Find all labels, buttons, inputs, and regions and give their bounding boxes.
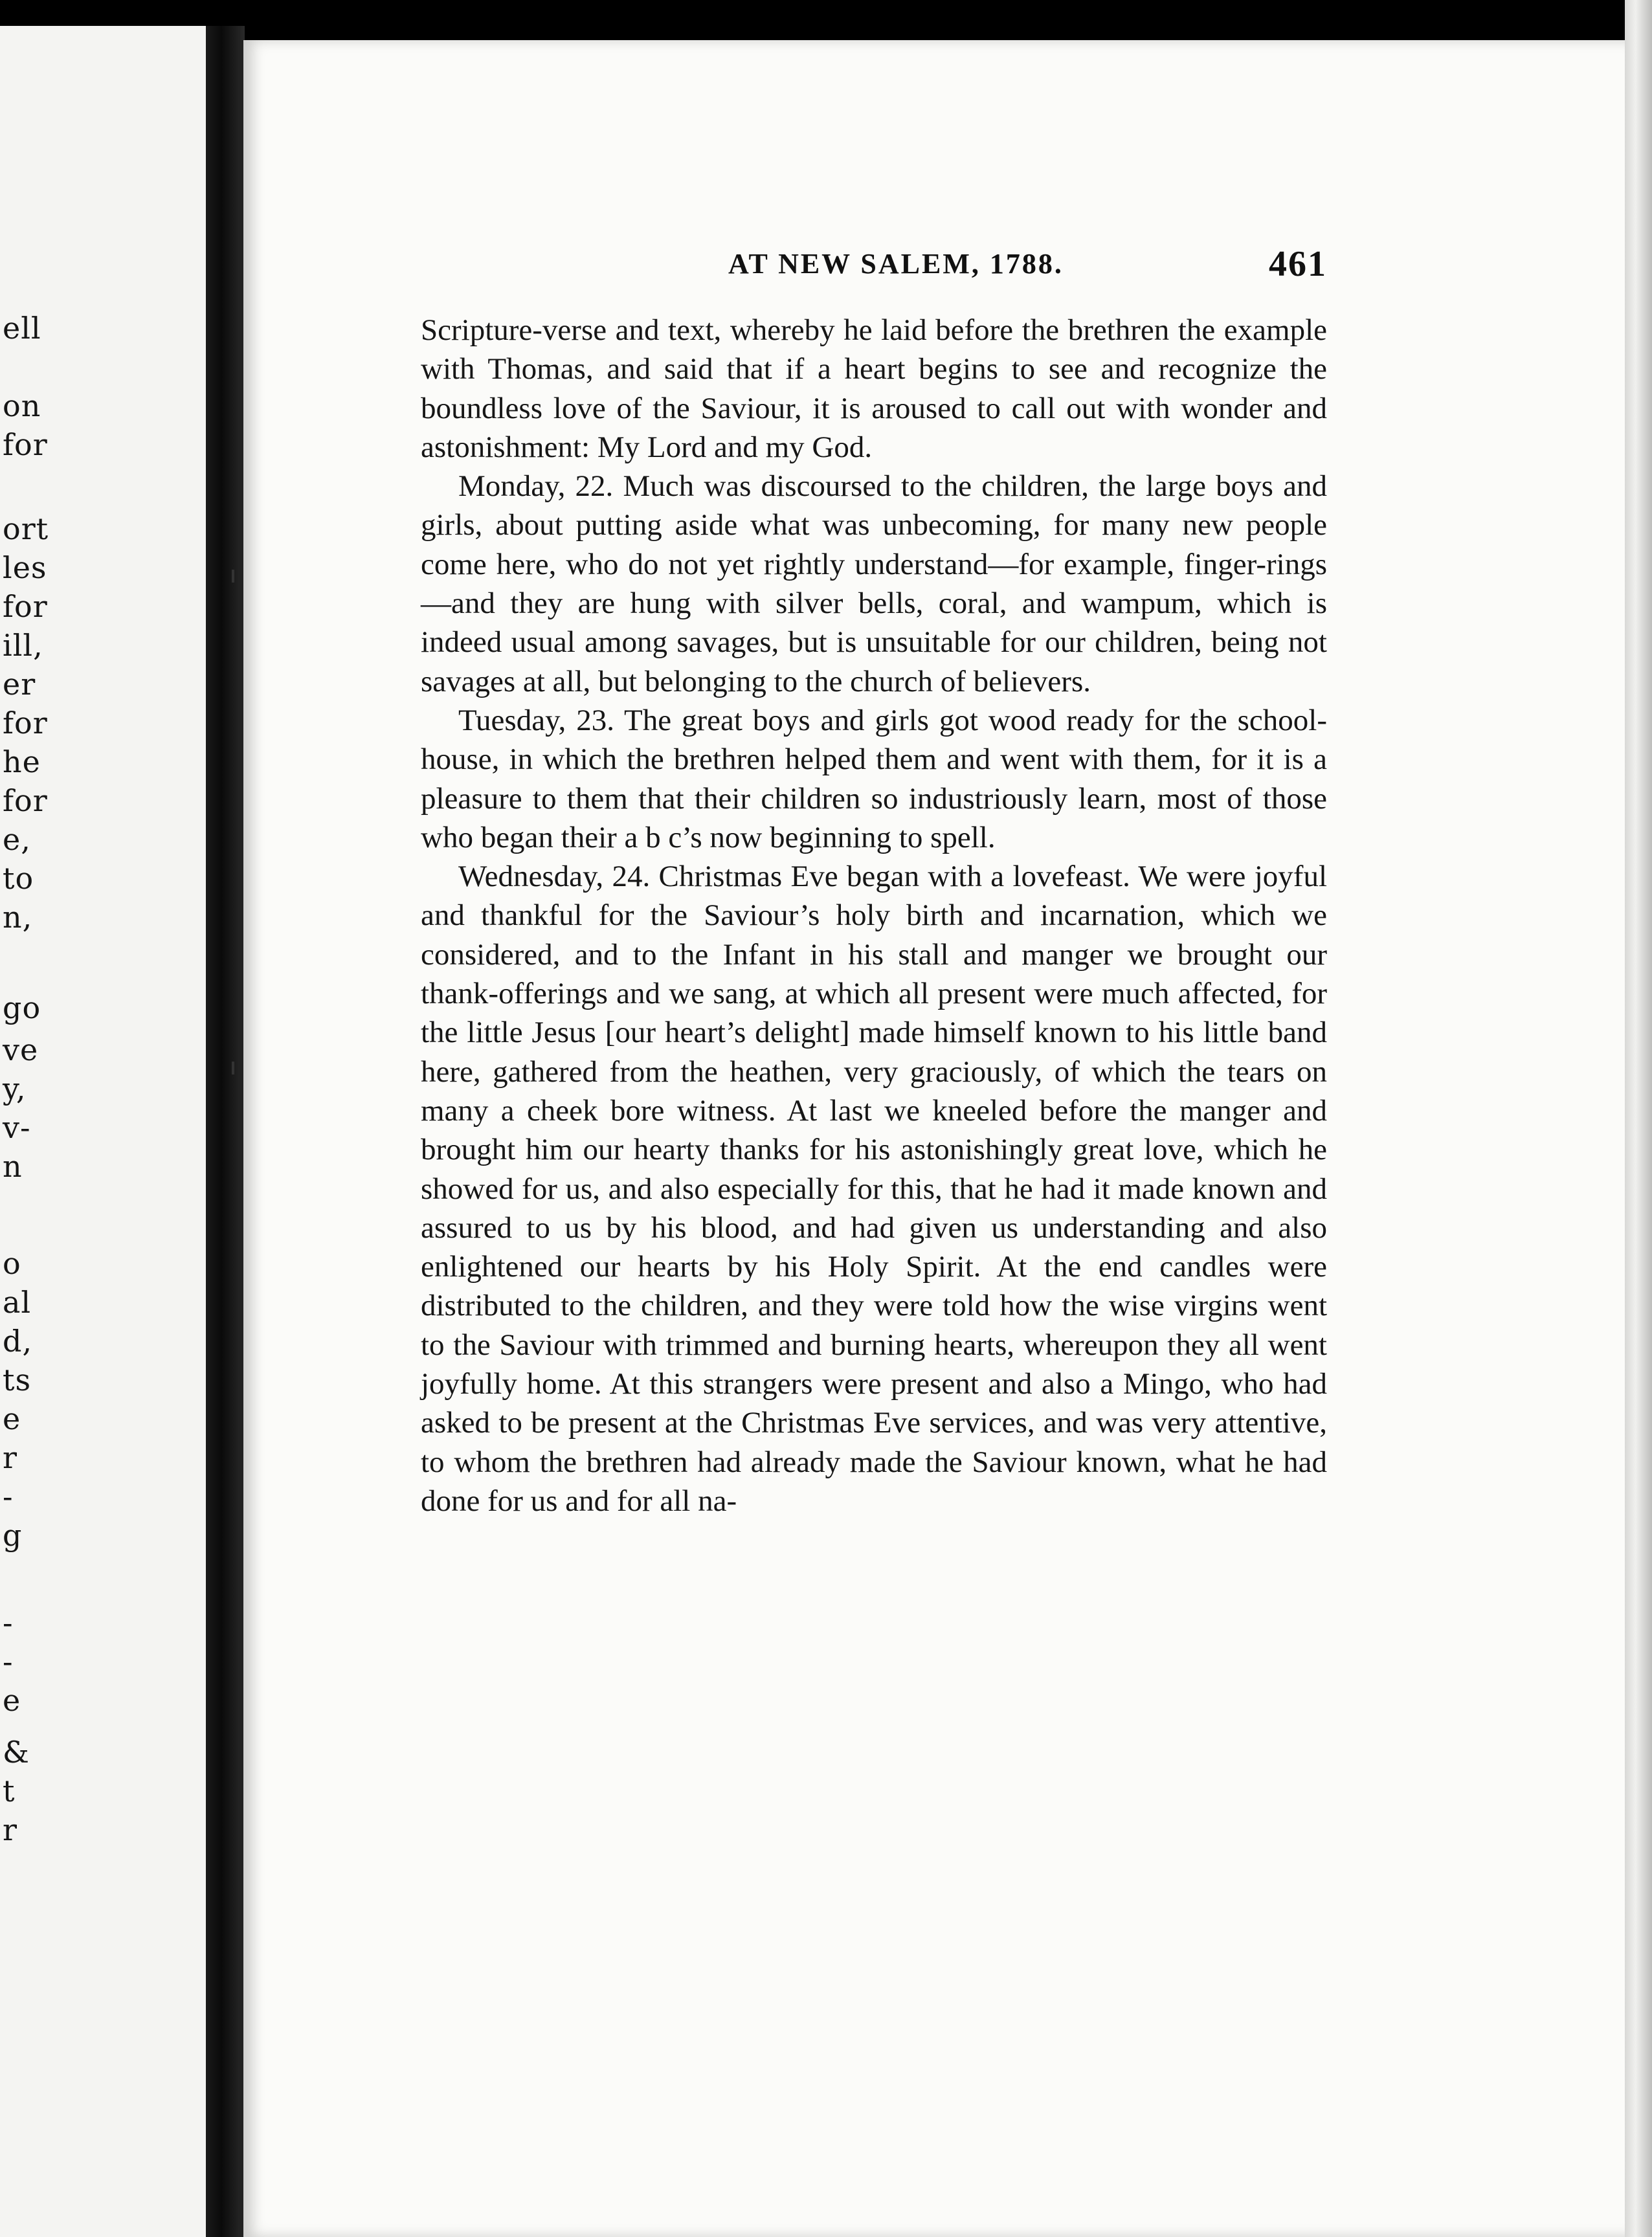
left-fragment: for	[3, 783, 48, 818]
left-fragment: to	[3, 861, 34, 896]
left-fragment: r	[3, 1440, 17, 1475]
left-fragment: d,	[3, 1324, 33, 1359]
left-fragment: for	[3, 589, 48, 624]
margin-mark	[232, 570, 234, 583]
left-fragment: -	[3, 1644, 14, 1679]
left-fragment: on	[3, 388, 41, 423]
left-fragment: n	[3, 1149, 23, 1184]
left-fragment: e	[3, 1401, 21, 1436]
running-head: AT NEW SALEM, 1788.	[728, 248, 1064, 280]
page-number: 461	[1269, 244, 1327, 284]
left-fragment: ill,	[3, 628, 43, 663]
left-fragment: -	[3, 1605, 14, 1640]
left-fragment: e,	[3, 822, 31, 857]
left-fragment: for	[3, 427, 48, 462]
left-fragment: t	[3, 1774, 16, 1809]
left-fragment: ve	[3, 1032, 39, 1067]
left-fragment: ell	[3, 311, 41, 346]
left-fragment: for	[3, 706, 48, 740]
paragraph-tuesday-23: Tuesday, 23. The great boys and girls got wood ready for the school-house, in which the brethren helped them and went with them, for it is a pleasure to them that their children so industriously learn, most of those who began their a b c’s now beginning to spell.	[421, 703, 1327, 854]
left-fragment: les	[3, 550, 47, 585]
left-fragment: g	[3, 1518, 23, 1553]
left-fragment: al	[3, 1285, 32, 1320]
left-fragment: -	[3, 1479, 14, 1514]
page-header	[728, 244, 1337, 299]
left-fragment: &	[3, 1735, 30, 1770]
book-gutter	[206, 26, 245, 2237]
left-fragment: ort	[3, 511, 49, 546]
page-edge	[1625, 0, 1652, 2237]
left-fragment: he	[3, 744, 41, 779]
left-fragment: go	[3, 990, 41, 1025]
left-fragment: r	[3, 1812, 17, 1847]
left-fragment: y,	[3, 1071, 27, 1106]
left-fragment: o	[3, 1246, 21, 1281]
left-page	[0, 26, 214, 2237]
margin-mark	[232, 1062, 234, 1074]
left-fragment: e	[3, 1683, 21, 1718]
left-fragment: er	[3, 667, 36, 702]
left-fragment: n,	[3, 900, 33, 935]
paragraph: Scripture-verse and text, whereby he laid before the brethren the example with Thomas, and said that if a heart begins to see and recognize the boundless love of the Saviour, it is aroused to call out with wonder and astonishment: My Lord and my God.	[421, 313, 1327, 464]
paragraph-monday-22: Monday, 22. Much was discoursed to the children, the large boys and girls, about putting aside what was unbecoming, for many new people come here, who do not yet rightly understand—for example, finger-rings—and they are hung with silver bells, coral, and wampum, which is indeed usual among savages, but is unsuitable for our children, being not savages at all, but belonging to the church of believers.	[421, 469, 1327, 698]
left-fragment: ts	[3, 1363, 32, 1397]
left-page-text-fragments	[0, 26, 65, 2237]
paragraph-wednesday-24: Wednesday, 24. Christmas Eve began with a lovefeast. We were joyful and thankful for the Saviour’s holy birth and incarnation, which we considered, and to the Infant in his stall and manger we brought our thank-offerings and we sang, at which all present were much affected, for the little Jesus [our heart’s delight] made himself known to his little band here, gathered from the heathen, very graciously, of which the tears on many a cheek bore witness. At last we kneeled before the manger and brought him our hearty thanks for his astonishingly great love, which he showed for us, and also especially for this, that he had it made known and assured to us by his blood, and had given us understanding and also enlightened our hearts by his Holy Spirit. At the end candles were distributed to the children, and they were told how the wise virgins went to the Saviour with trimmed and burning hearts, whereupon they all went joyfully home. At this strangers were present and also a Mingo, who had asked to be present at the Christmas Eve services, and was very attentive, to whom the brethren had already made the Saviour known, what he had done for us and for all na-	[421, 860, 1327, 1518]
body-text	[421, 311, 1327, 1520]
left-fragment: v-	[3, 1110, 31, 1145]
